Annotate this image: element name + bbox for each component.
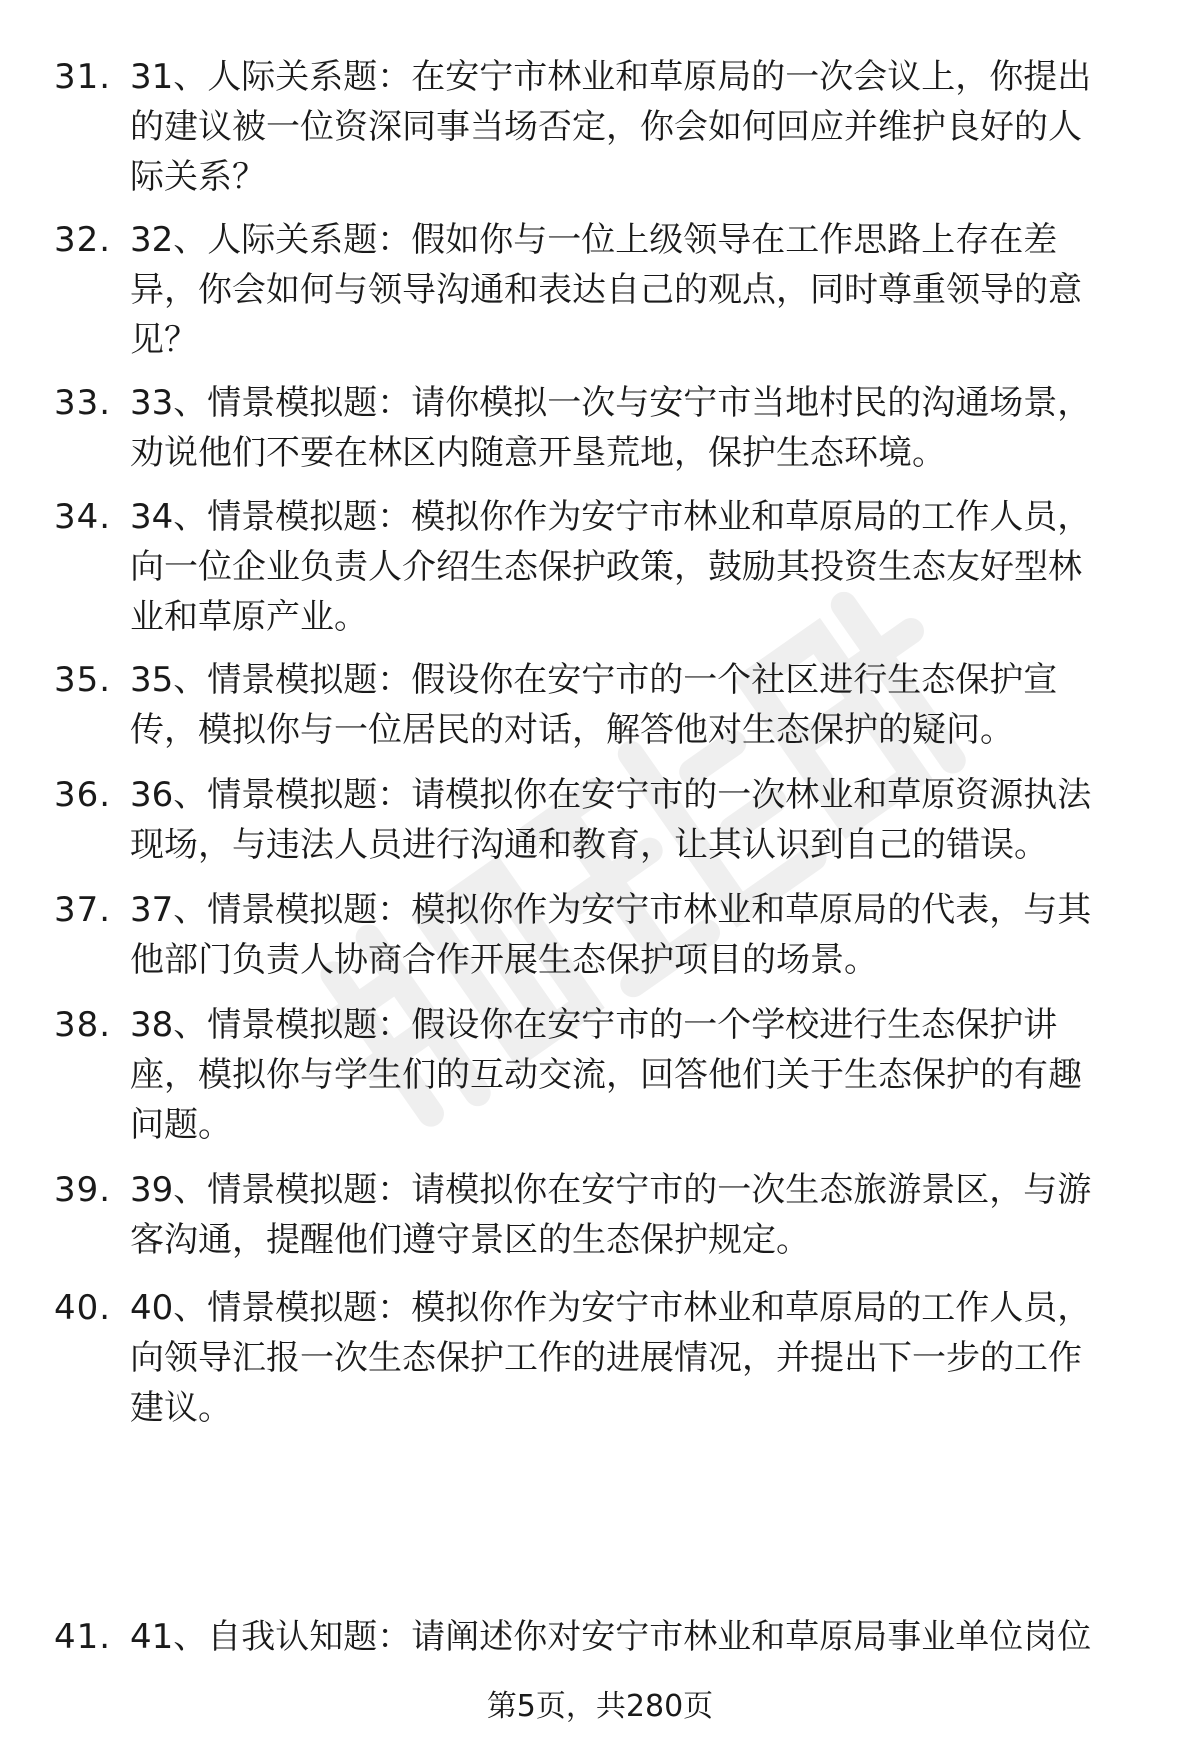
question-text [130, 52, 1150, 202]
question-text [130, 1612, 1150, 1662]
question-line: 问题。 [130, 1105, 232, 1145]
question-line: 传，模拟你与一位居民的对话，解答他对生态保护的疑问。 [130, 710, 1014, 750]
question-text [130, 770, 1150, 870]
question-line: 39、情景模拟题：请模拟你在安宁市的一次生态旅游景区，与游 [130, 1170, 1092, 1210]
question-line: 36、情景模拟题：请模拟你在安宁市的一次林业和草原资源执法 [130, 775, 1092, 815]
question-line: 见？ [130, 320, 198, 360]
question-number: 31. [54, 57, 112, 97]
question-line: 际关系？ [130, 157, 266, 197]
question-line: 座，模拟你与学生们的互动交流，回答他们关于生态保护的有趣 [130, 1055, 1082, 1095]
question-number: 38. [54, 1005, 112, 1045]
question-number: 34. [54, 497, 112, 537]
question-text [130, 215, 1150, 365]
question-line: 38、情景模拟题：假设你在安宁市的一个学校进行生态保护讲 [130, 1005, 1058, 1045]
question-number: 33. [54, 383, 112, 423]
question-line: 劝说他们不要在林区内随意开垦荒地，保护生态环境。 [130, 433, 946, 473]
question-number: 41. [54, 1617, 112, 1657]
question-line: 33、情景模拟题：请你模拟一次与安宁市当地村民的沟通场景， [130, 383, 1092, 423]
question-number: 39. [54, 1170, 112, 1210]
question-text [130, 885, 1150, 985]
question-text [130, 492, 1150, 642]
question-number: 37. [54, 890, 112, 930]
question-line: 31、人际关系题：在安宁市林业和草原局的一次会议上，你提出 [130, 57, 1092, 97]
question-text [130, 1283, 1150, 1433]
question-line: 32、人际关系题：假如你与一位上级领导在工作思路上存在差 [130, 220, 1058, 260]
question-number: 36. [54, 775, 112, 815]
question-line: 客沟通，提醒他们遵守景区的生态保护规定。 [130, 1220, 810, 1260]
question-number: 35. [54, 660, 112, 700]
question-text [130, 655, 1150, 755]
question-line: 业和草原产业。 [130, 597, 368, 637]
question-line: 的建议被一位资深同事当场否定，你会如何回应并维护良好的人 [130, 107, 1082, 147]
question-line: 35、情景模拟题：假设你在安宁市的一个社区进行生态保护宣 [130, 660, 1058, 700]
question-number: 32. [54, 220, 112, 260]
question-line: 41、自我认知题：请阐述你对安宁市林业和草原局事业单位岗位 [130, 1617, 1092, 1657]
question-text [130, 1000, 1150, 1150]
question-line: 建议。 [130, 1388, 232, 1428]
question-text [130, 378, 1150, 478]
question-line: 他部门负责人协商合作开展生态保护项目的场景。 [130, 940, 878, 980]
question-number: 40. [54, 1288, 112, 1328]
page-footer: 第5页，共280页 [486, 1689, 714, 1724]
question-line: 34、情景模拟题：模拟你作为安宁市林业和草原局的工作人员， [130, 497, 1092, 537]
question-line: 向一位企业负责人介绍生态保护政策，鼓励其投资生态友好型林 [130, 547, 1082, 587]
question-line: 现场，与违法人员进行沟通和教育，让其认识到自己的错误。 [130, 825, 1048, 865]
question-line: 向领导汇报一次生态保护工作的进展情况，并提出下一步的工作 [130, 1338, 1082, 1378]
question-text [130, 1165, 1150, 1265]
question-line: 40、情景模拟题：模拟你作为安宁市林业和草原局的工作人员， [130, 1288, 1092, 1328]
question-line: 37、情景模拟题：模拟你作为安宁市林业和草原局的代表，与其 [130, 890, 1092, 930]
question-line: 异，你会如何与领导沟通和表达自己的观点，同时尊重领导的意 [130, 270, 1082, 310]
